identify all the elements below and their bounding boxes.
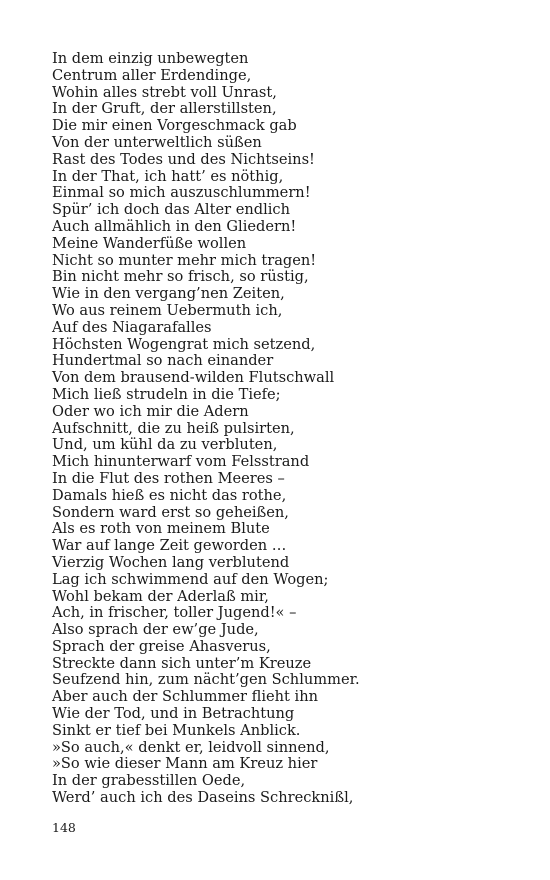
poem-line: In der That, ich hatt’ es nöthig, (52, 167, 284, 185)
poem-line: Auf des Niagarafalles (52, 318, 212, 336)
poem-line: Von der unterweltlich süßen (52, 133, 262, 151)
poem-line: Sinkt er tief bei Munkels Anblick. (52, 721, 301, 739)
poem-line: In der Gruft, der allerstillsten, (52, 100, 277, 118)
poem-line: Lag ich schwimmend auf den Wogen; (52, 570, 329, 588)
poem-line: War auf lange Zeit geworden … (52, 537, 287, 555)
poem-line: Bin nicht mehr so frisch, so rüstig, (52, 268, 309, 286)
poem-line: In dem einzig unbewegten (52, 50, 249, 67)
poem-line: Oder wo ich mir die Adern (52, 402, 249, 420)
poem-line: »So auch,« denkt er, leidvoll sinnend, (52, 738, 330, 756)
poem-line: Vierzig Wochen lang verblutend (52, 553, 290, 571)
poem-line: Wohin alles strebt voll Unrast, (52, 83, 277, 101)
poem-line: Nicht so munter mehr mich tragen! (52, 251, 317, 269)
poem-line: Wie in den vergang’nen Zeiten, (52, 285, 285, 303)
poem-line: Auch allmählich in den Gliedern! (52, 217, 297, 235)
poem-line: Höchsten Wogengrat mich setzend, (52, 335, 316, 353)
poem-line: Ach, in frischer, toller Jugend!« – (52, 604, 297, 622)
poem-line: In der grabesstillen Oede, (52, 772, 246, 790)
poem-line: Wo aus reinem Uebermuth ich, (52, 301, 283, 319)
poem-line: Hundertmal so nach einander (52, 352, 274, 370)
poem-line: Mich hinunterwarf vom Felsstrand (52, 453, 310, 471)
poem-line: Wohl bekam der Aderlaß mir, (52, 587, 269, 605)
poem-line: Von dem brausend-wilden Flutschwall (52, 369, 335, 387)
poem-line: Streckte dann sich unter’m Kreuze (52, 654, 312, 672)
poem-line: Also sprach der ew’ge Jude, (52, 621, 259, 639)
poem-line: Aufschnitt, die zu heiß pulsirten, (52, 419, 295, 437)
poem-line: Spür’ ich doch das Alter endlich (52, 201, 290, 219)
poem-line: Werd’ auch ich des Daseins Schrecknißl, (52, 789, 354, 807)
poem-line: Einmal so mich auszuschlummern! (52, 184, 311, 202)
poem-line: Mich ließ strudeln in die Tiefe; (52, 385, 281, 403)
poem-line: Wie der Tod, und in Betrachtung (52, 705, 295, 723)
page-number: 148 (52, 820, 76, 835)
poem-line: Aber auch der Schlummer flieht ihn (52, 688, 319, 706)
poem-line: Meine Wanderfüße wollen (52, 234, 247, 252)
poem-line: In die Flut des rothen Meeres – (52, 469, 285, 487)
poem-line: Centrum aller Erdendinge, (52, 66, 252, 84)
poem-line: Als es roth von meinem Blute (52, 520, 270, 538)
poem-line: Sondern ward erst so geheißen, (52, 503, 289, 521)
poem-line: Sprach der greise Ahasverus, (52, 637, 271, 655)
poem-text (52, 51, 512, 807)
poem-line: Rast des Todes und des Nichtseins! (52, 150, 315, 168)
poem-line: Die mir einen Vorgeschmack gab (52, 117, 297, 135)
poem-line: Damals hieß es nicht das rothe, (52, 486, 287, 504)
poem-line: Seufzend hin, zum nächt’gen Schlummer. (52, 671, 360, 689)
poem-line: »So wie dieser Mann am Kreuz hier (52, 755, 318, 773)
poem-line: Und, um kühl da zu verbluten, (52, 436, 278, 454)
